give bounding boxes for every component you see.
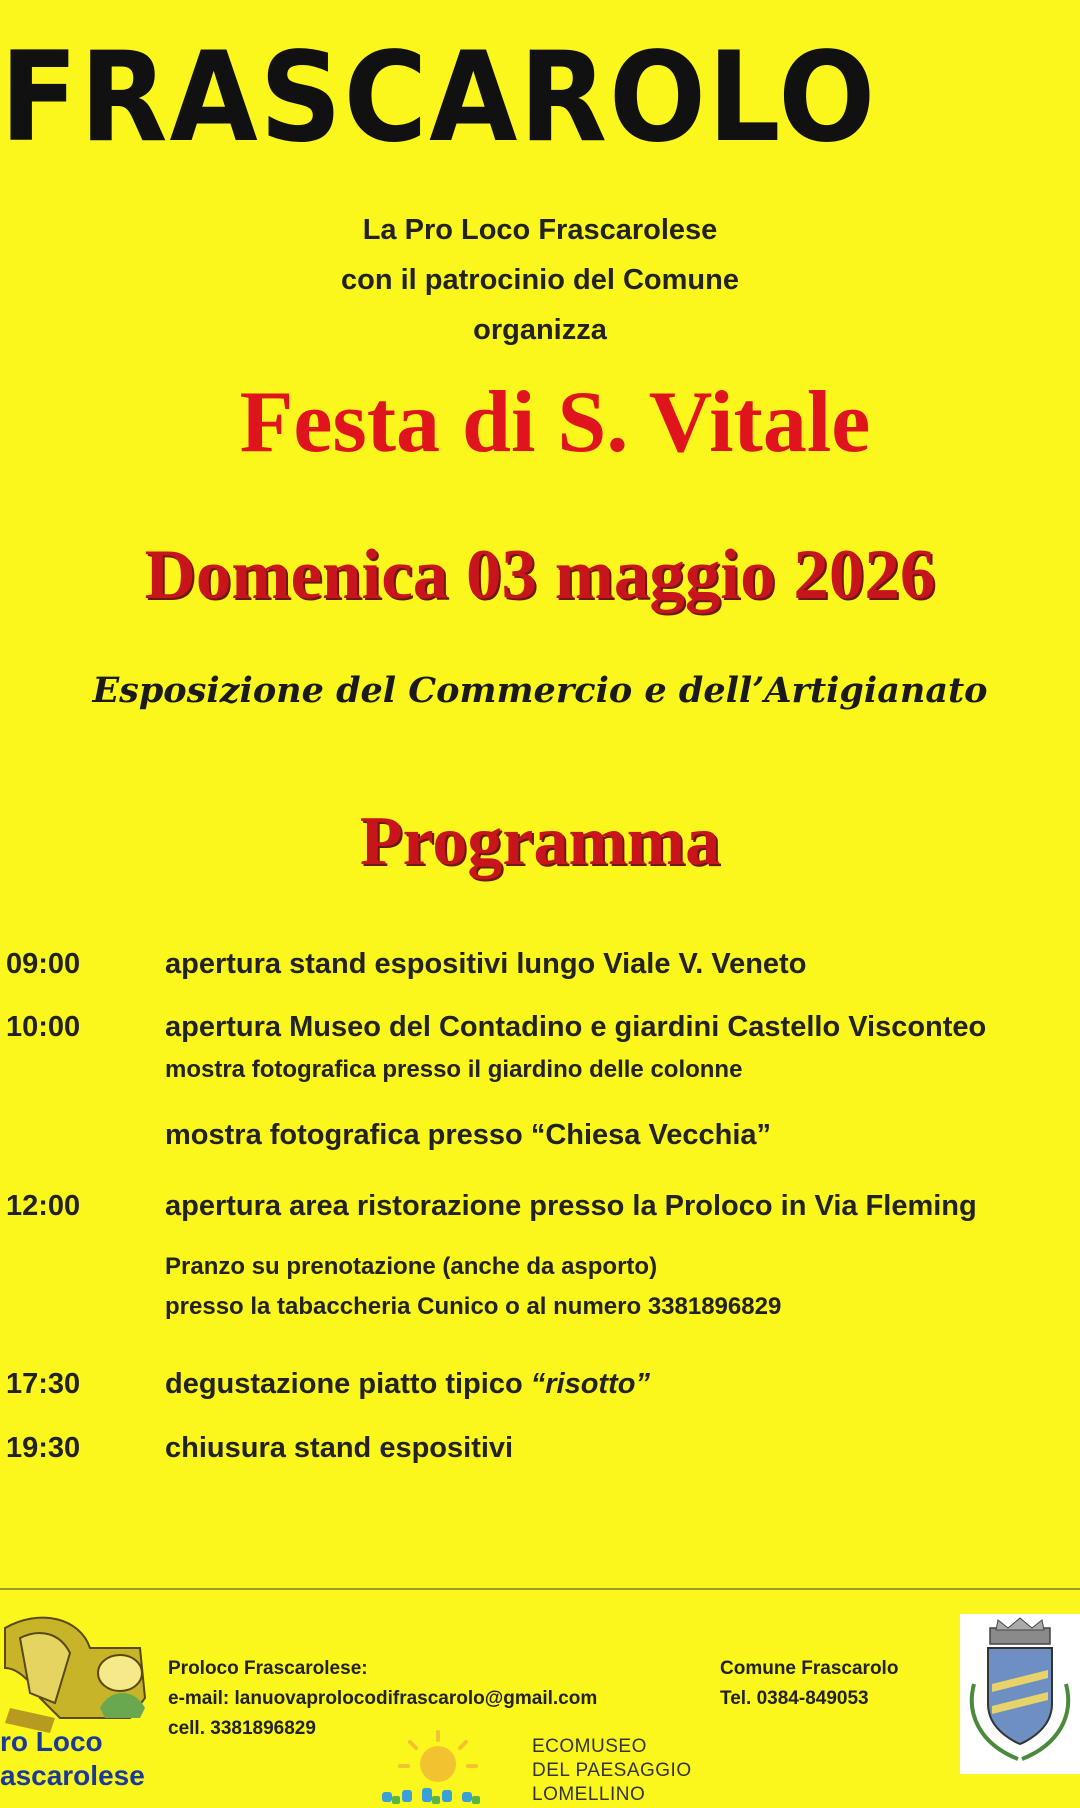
proloco-email: e-mail: lanuovaprolocodifrascarolo@gmail.com: [168, 1688, 598, 1709]
program-time: 10:00: [6, 1011, 81, 1043]
program-text-emphasis: “risotto”: [530, 1368, 650, 1400]
program-note: Pranzo su prenotazione (anche da asporto): [165, 1253, 658, 1280]
program-text: [165, 1368, 650, 1401]
proloco-logo-text-2: ascarolese: [0, 1760, 145, 1791]
event-title: Festa di S. Vitale: [239, 374, 871, 471]
program-note: presso la tabaccheria Cunico o al numero 3381896829: [165, 1293, 782, 1320]
program-text: mostra fotografica presso “Chiesa Vecchia”: [165, 1119, 771, 1151]
comune-crest: [960, 1614, 1080, 1774]
program-text: apertura area ristorazione presso la Proloco in Via Fleming: [165, 1190, 977, 1222]
proloco-logo-text-1: ro Loco: [0, 1726, 103, 1757]
program-time: 12:00: [6, 1190, 81, 1222]
program-text-main: degustazione piatto tipico: [165, 1368, 531, 1400]
ecomuseo-line-1: ECOMUSEO: [532, 1736, 647, 1757]
comune-name: Comune Frascarolo: [720, 1658, 899, 1679]
organizer-line-2: con il patrocinio del Comune: [341, 264, 739, 296]
program-text: apertura Museo del Contadino e giardini Castello Visconteo: [165, 1011, 987, 1043]
program-text: apertura stand espositivi lungo Viale V. Veneto: [165, 948, 807, 980]
proloco-name: Proloco Frascarolese:: [168, 1658, 368, 1679]
event-subtitle: Esposizione del Commercio e dell’Artigianato: [92, 670, 988, 711]
town-title: FRASCAROLO: [0, 26, 878, 170]
program-time: 19:30: [6, 1432, 81, 1464]
comune-phone: Tel. 0384-849053: [720, 1688, 869, 1709]
ecomuseo-logo-icon: [378, 1726, 528, 1808]
organizer-line-3: organizza: [473, 314, 607, 346]
program-time: 17:30: [6, 1368, 81, 1400]
program-heading: Programma: [359, 803, 721, 880]
ecomuseo-line-3: LOMELLINO: [532, 1784, 646, 1805]
program-text: chiusura stand espositivi: [165, 1432, 514, 1464]
ecomuseo-line-2: DEL PAESAGGIO: [532, 1760, 692, 1781]
event-date: Domenica 03 maggio 2026: [144, 536, 936, 614]
organizer-line-1: La Pro Loco Frascarolese: [362, 214, 718, 246]
program-time: 09:00: [6, 948, 81, 980]
crest-shield-icon: [960, 1614, 1080, 1774]
proloco-phone: cell. 3381896829: [168, 1718, 316, 1739]
footer-divider: [0, 1588, 1080, 1590]
program-note: mostra fotografica presso il giardino delle colonne: [165, 1056, 743, 1083]
